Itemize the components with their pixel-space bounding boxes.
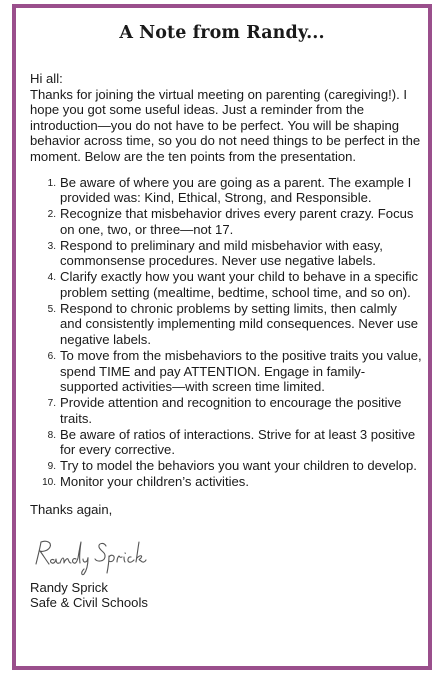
intro-paragraph: Thanks for joining the virtual meeting on parenting (caregiving!). I hope you got some useful ideas. Just a reminder from the introduction—you do not have to be perfect. You will be shaping behavior across time, so you do not need things to be perfect in the moment. Below are the ten points from the presentation.: [30, 86, 421, 164]
signer-name: Randy Sprick: [30, 579, 108, 595]
list-item: [30, 238, 422, 269]
list-item-text: Be aware of ratios of interactions. Strive for at least 3 positive for every corrective.: [60, 426, 416, 458]
list-number: 4.: [47, 272, 56, 284]
closing-line: Thanks again,: [30, 501, 113, 517]
list-item: [30, 474, 422, 490]
list-item-text: Respond to preliminary and mild misbehavior with easy, commonsense procedures. Never use negative labels.: [60, 237, 383, 269]
list-item-text: Try to model the behaviors you want your children to develop.: [60, 458, 417, 474]
list-number: 1.: [47, 177, 56, 189]
list-item-text: Respond to chronic problems by setting limits, then calmly and consistently implementing mild consequences. Never use negative labels.: [60, 300, 419, 348]
points-list: [30, 175, 422, 490]
list-item-text: Provide attention and recognition to encourage the positive traits.: [60, 395, 402, 426]
list-number: 2.: [47, 209, 56, 221]
list-item: [30, 301, 422, 348]
list-item-text: Recognize that misbehavior drives every parent crazy. Focus on one, two, or three—not 17.: [60, 206, 414, 237]
list-number: 10.: [42, 477, 56, 489]
list-item-text: To move from the misbehaviors to the positive traits you value, spend TIME and pay ATTENTION. Engage in family-supported activities—with screen time limited.: [60, 348, 422, 395]
list-item: [30, 348, 422, 395]
list-number: 9.: [47, 461, 56, 473]
list-item-text: Clarify exactly how you want your child to behave in a specific problem setting (mealtime, bedtime, school time, and so on).: [60, 269, 419, 300]
list-number: 8.: [47, 429, 56, 441]
note-body: [30, 71, 422, 611]
list-item: [30, 269, 422, 300]
list-item: [30, 458, 422, 474]
list-item: [30, 427, 422, 458]
note-card: [12, 4, 432, 670]
signer-organization: Safe & Civil Schools: [30, 595, 148, 611]
list-item: [30, 395, 422, 426]
list-item: [30, 175, 422, 206]
list-item-text: Monitor your children’s activities.: [60, 474, 249, 490]
handwritten-signature: [32, 534, 422, 576]
list-number: 3.: [47, 240, 56, 252]
list-number: 5.: [47, 303, 56, 315]
list-item: [30, 206, 422, 237]
list-number: 6.: [47, 351, 56, 363]
list-item-text: Be aware of where you are going as a parent. The example I provided was: Kind, Ethical, Strong, and Responsible.: [60, 174, 412, 206]
greeting: Hi all:: [30, 71, 63, 86]
list-number: 7.: [47, 398, 56, 410]
note-title: A Note from Randy...: [119, 23, 325, 43]
